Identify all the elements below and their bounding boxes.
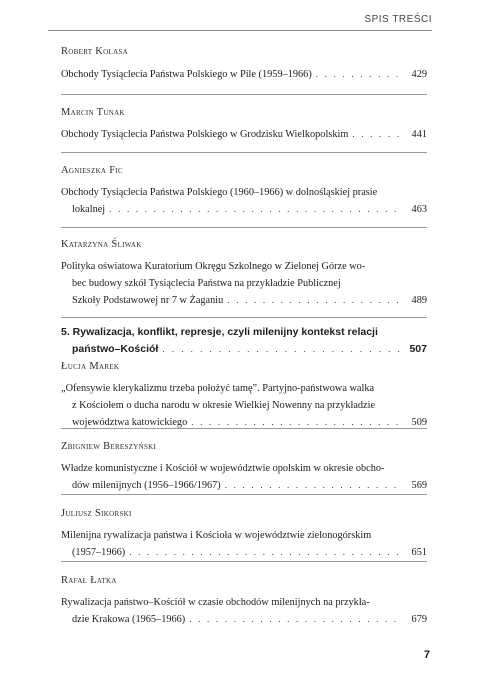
toc-entry[interactable]: [61, 527, 427, 561]
entry-author: Katarzyna Śliwak: [61, 239, 142, 250]
toc-entry[interactable]: [61, 594, 427, 628]
entry-title: województwa katowickiego: [72, 417, 188, 428]
entry-title-line: Obchody Tysiąclecia Państwa Polskiego (1960–1966) w dolnośląskiej prasie: [61, 187, 378, 198]
entry-title: Obchody Tysiąclecia Państwa Polskiego w Pile (1959–1966): [61, 69, 312, 80]
leader-dots: [316, 66, 401, 83]
entry-title: lokalnej: [72, 204, 106, 215]
entry-author: Łucja Marek: [61, 361, 120, 372]
entry-title-line: z Kościołem o ducha narodu w okresie Wielkiej Nowenny na przykładzie: [72, 400, 376, 411]
toc-entry[interactable]: [61, 258, 427, 309]
section-title: państwo–Kościół: [72, 343, 159, 355]
entry-separator: [61, 561, 427, 562]
entry-title: Szkoły Podstawowej nr 7 w Żaganiu: [72, 295, 224, 306]
entry-author: Robert Kolasa: [61, 46, 128, 57]
entry-title: Obchody Tysiąclecia Państwa Polskiego w Grodzisku Wielkopolskim: [61, 129, 349, 140]
entry-title: dzie Krakowa (1965–1966): [72, 614, 186, 625]
toc-entry[interactable]: [61, 66, 427, 83]
entry-separator: [61, 227, 427, 228]
entry-author: Rafał Łatka: [61, 575, 117, 586]
entry-page: 651: [411, 547, 427, 558]
entry-page: 509: [411, 417, 427, 428]
toc-entry[interactable]: [61, 126, 427, 143]
entry-title-line: Polityka oświatowa Kuratorium Okręgu Szkolnego w Zielonej Górze wo-: [61, 261, 366, 272]
entry-title: (1957–1966): [72, 547, 126, 558]
entry-title: dów milenijnych (1956–1966/1967): [72, 480, 221, 491]
entry-author: Zbigniew Bereszyński: [61, 441, 157, 452]
leader-dots: [352, 126, 401, 143]
entry-title-line: bec budowy szkół Tysiąclecia Państwa na przykładzie Publicznej: [72, 278, 341, 289]
toc-entry[interactable]: [61, 184, 427, 218]
entry-separator: [61, 494, 427, 495]
entry-page: 429: [411, 69, 427, 80]
entry-title-line: Władze komunistyczne i Kościół w województwie opolskim w okresie obcho-: [61, 463, 385, 474]
section-separator: [61, 317, 427, 318]
entry-page: 679: [411, 614, 427, 625]
toc-entry[interactable]: [61, 380, 427, 431]
entry-title-line: Milenijna rywalizacja państwa i Kościoła w województwie zielonogórskim: [61, 530, 372, 541]
leader-dots: [129, 544, 401, 561]
entry-author: Agnieszka Fic: [61, 165, 123, 176]
entry-separator: [61, 428, 427, 429]
entry-author: Marcin Tunak: [61, 107, 125, 118]
section-heading[interactable]: [61, 324, 427, 358]
section-title-line: 5. Rywalizacja, konflikt, represje, czyli milenijny kontekst relacji: [61, 326, 378, 338]
entry-page: 463: [411, 204, 427, 215]
leader-dots: [227, 292, 401, 309]
entry-title-line: „Ofensywie klerykalizmu trzeba położyć tamę”. Partyjno-państwowa walka: [61, 383, 375, 394]
entry-page: 569: [411, 480, 427, 491]
entry-title-line: Rywalizacja państwo–Kościół w czasie obchodów milenijnych na przykła-: [61, 597, 370, 608]
toc-entry[interactable]: [61, 460, 427, 494]
leader-dots: [225, 477, 401, 494]
entry-separator: [61, 94, 427, 95]
running-header: SPIS TREŚCI: [364, 14, 432, 25]
entry-page: 441: [411, 129, 427, 140]
entry-separator: [61, 152, 427, 153]
entry-page: 489: [411, 295, 427, 306]
leader-dots: [109, 201, 401, 218]
entry-author: Juliusz Sikorski: [61, 508, 132, 519]
section-page: 507: [409, 343, 427, 355]
page-number: 7: [423, 649, 430, 661]
leader-dots: [162, 341, 401, 358]
leader-dots: [189, 611, 401, 628]
